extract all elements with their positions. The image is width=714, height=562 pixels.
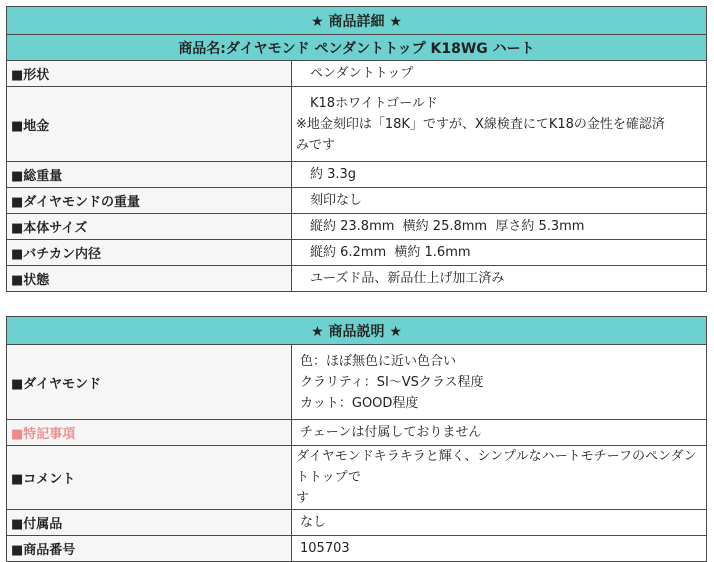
product-number-label: ■商品番号 bbox=[7, 536, 292, 562]
diamond-label: ■ダイヤモンド bbox=[7, 345, 292, 420]
special-notes-label: ■特記事項 bbox=[7, 420, 292, 446]
metal-label: ■地金 bbox=[7, 87, 292, 162]
comment-label: ■コメント bbox=[7, 446, 292, 510]
special-notes-value: チェーンは付属しておりません bbox=[292, 420, 707, 446]
total-weight-value: 約 3.3g bbox=[292, 162, 707, 188]
description-header: ★ 商品説明 ★ bbox=[7, 317, 707, 345]
total-weight-label: ■総重量 bbox=[7, 162, 292, 188]
metal-value: K18ホワイトゴールド ※地金刻印は「18K」ですが、X線検査にてK18の金性を確認済 みです bbox=[292, 87, 707, 162]
product-details-table bbox=[6, 6, 707, 292]
diamond-weight-label: ■ダイヤモンドの重量 bbox=[7, 188, 292, 214]
product-description-table bbox=[6, 316, 707, 562]
accessories-label: ■付属品 bbox=[7, 510, 292, 536]
product-name: 商品名:ダイヤモンド ペンダントトップ K18WG ハート bbox=[7, 35, 707, 61]
diamond-value: 色：ほぼ無色に近い色合い クラリティ：SI～VSクラス程度 カット：GOOD程度 bbox=[292, 345, 707, 420]
shape-value: ペンダントトップ bbox=[292, 61, 707, 87]
shape-label: ■形状 bbox=[7, 61, 292, 87]
bail-size-label: ■バチカン内径 bbox=[7, 240, 292, 266]
bail-size-value: 縦約 6.2mm 横約 1.6mm bbox=[292, 240, 707, 266]
condition-label: ■状態 bbox=[7, 266, 292, 292]
diamond-weight-value: 刻印なし bbox=[292, 188, 707, 214]
condition-value: ユーズド品、新品仕上げ加工済み bbox=[292, 266, 707, 292]
body-size-label: ■本体サイズ bbox=[7, 214, 292, 240]
accessories-value: なし bbox=[292, 510, 707, 536]
body-size-value: 縦約 23.8mm 横約 25.8mm 厚さ約 5.3mm bbox=[292, 214, 707, 240]
details-header: ★ 商品詳細 ★ bbox=[7, 7, 707, 35]
comment-value: ダイヤモンドキラキラと輝く、シンプルなハートモチーフのペンダントトップで す bbox=[292, 446, 707, 510]
product-number-value: 105703 bbox=[292, 536, 707, 562]
